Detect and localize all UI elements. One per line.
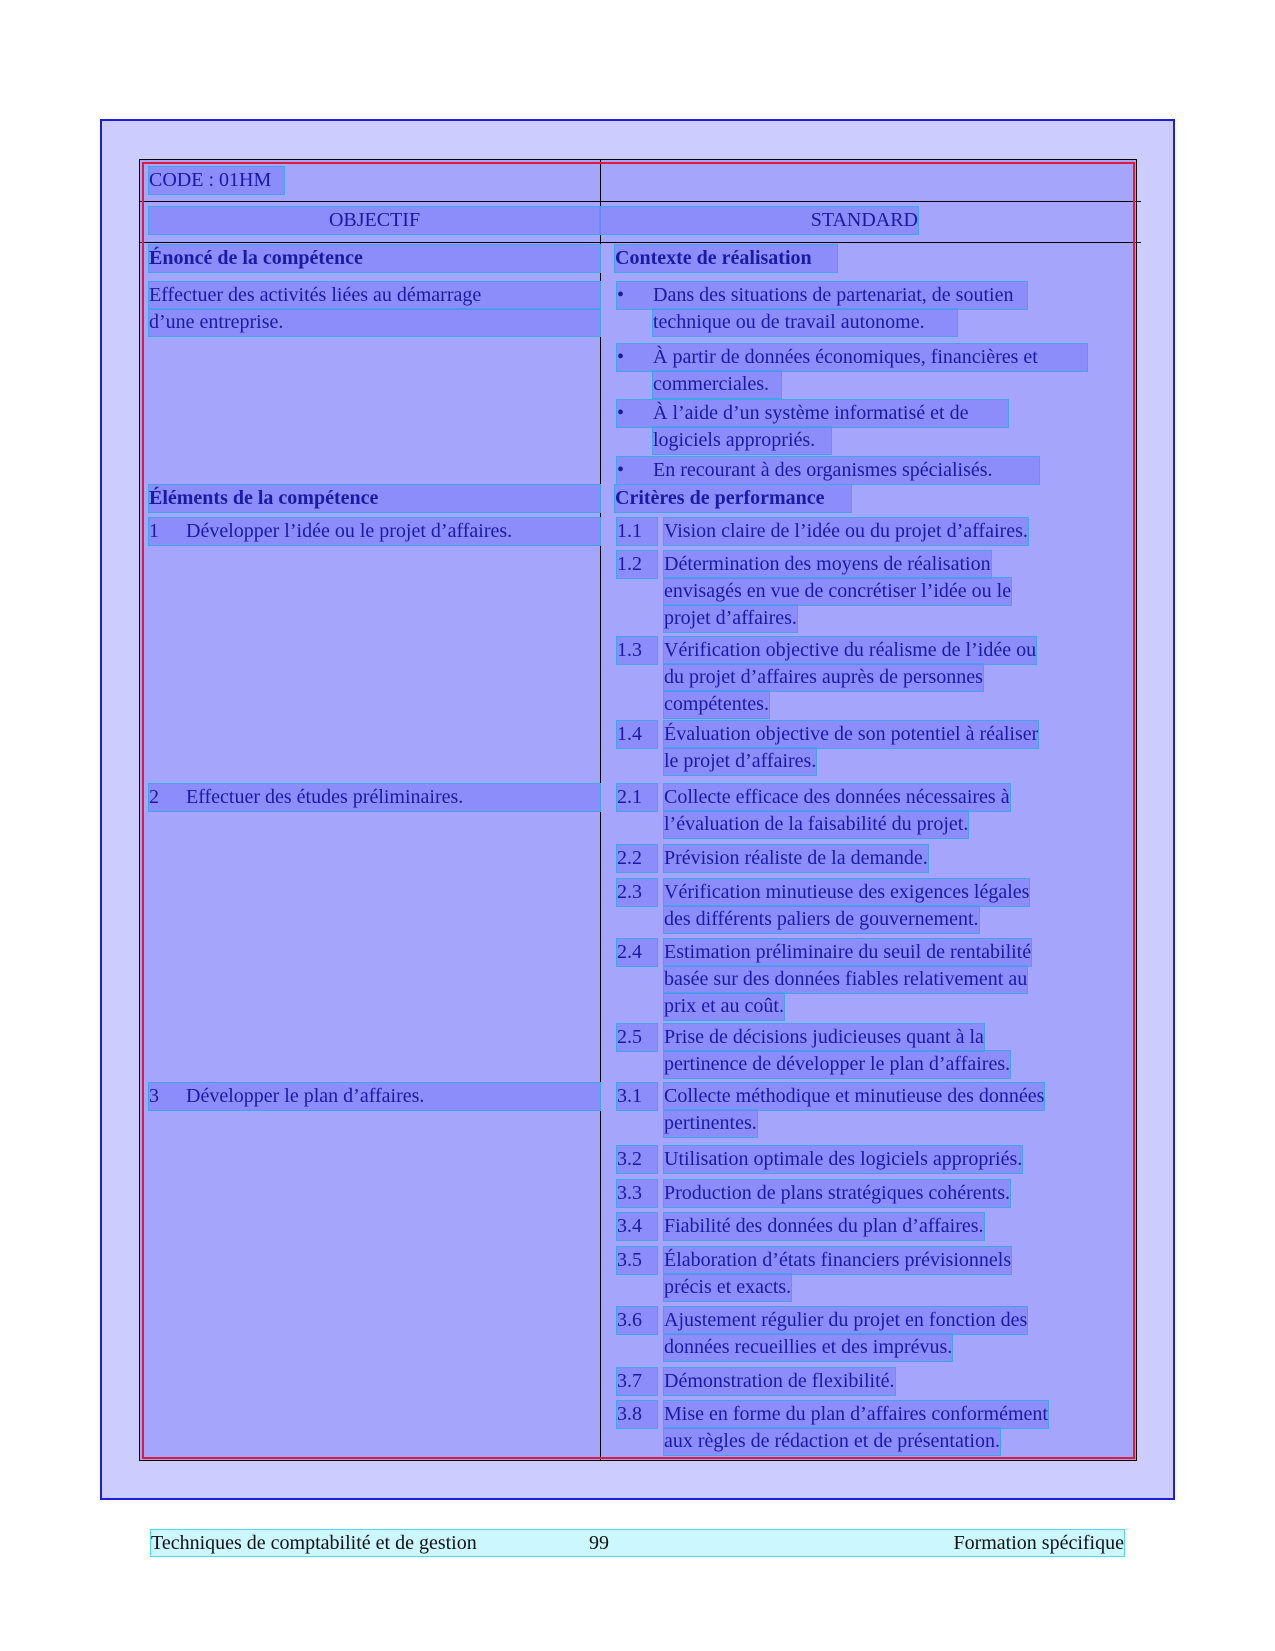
criterion-text: Collecte efficace des données nécessaires à <box>664 784 1010 811</box>
contexte-title: Contexte de réalisation <box>615 245 837 272</box>
criterion-text: envisagés en vue de concrétiser l’idée ou le <box>664 578 1011 605</box>
criterion-text: Élaboration d’états financiers prévisionnels <box>664 1247 1011 1274</box>
enonce-line-1: Effectuer des activités liées au démarrage <box>149 282 600 309</box>
criterion-text: prix et au coût. <box>664 993 784 1020</box>
bullet-icon: • <box>617 346 625 368</box>
bullet-icon: • <box>617 459 625 481</box>
criterion-number: 3.6 <box>617 1307 657 1334</box>
criterion-text: Mise en forme du plan d’affaires conformément <box>664 1401 1048 1428</box>
criterion-text: projet d’affaires. <box>664 605 797 632</box>
criterion-text: Détermination des moyens de réalisation <box>664 551 991 578</box>
criterion-number: 1.4 <box>617 721 657 748</box>
element-number: 2 <box>149 786 159 808</box>
criterion-text: pertinentes. <box>664 1110 757 1137</box>
table-divider-1 <box>139 201 1141 202</box>
criterion-text: Vision claire de l’idée ou du projet d’affaires. <box>664 518 1028 545</box>
code-label: CODE : 01HM <box>149 167 284 194</box>
criterion-text: Vérification minutieuse des exigences légales <box>664 879 1029 906</box>
bullet-icon: • <box>617 402 625 424</box>
criterion-text: Démonstration de flexibilité. <box>664 1368 895 1395</box>
criterion-number: 2.5 <box>617 1024 657 1051</box>
criterion-text: Évaluation objective de son potentiel à réaliser <box>664 721 1038 748</box>
criterion-number: 3.5 <box>617 1247 657 1274</box>
contexte-item-3-cont: logiciels appropriés. <box>653 427 831 454</box>
criterion-text: Prévision réaliste de la demande. <box>664 845 928 872</box>
enonce-line-2: d’une entreprise. <box>149 309 600 336</box>
header-standard: STANDARD <box>600 207 918 234</box>
elements-title: Éléments de la compétence <box>149 485 600 512</box>
column-divider <box>600 159 601 1461</box>
element-text: Développer l’idée ou le projet d’affaires. <box>186 520 513 542</box>
criterion-number: 3.3 <box>617 1180 657 1207</box>
criterion-number: 2.1 <box>617 784 657 811</box>
criterion-number: 1.1 <box>617 518 657 545</box>
criterion-text: du projet d’affaires auprès de personnes <box>664 664 983 691</box>
criterion-text: le projet d’affaires. <box>664 748 816 775</box>
criterion-text: Fiabilité des données du plan d’affaires. <box>664 1213 984 1240</box>
criterion-text: des différents paliers de gouvernement. <box>664 906 979 933</box>
element-2 <box>149 784 600 811</box>
element-number: 3 <box>149 1085 159 1107</box>
criterion-text: Ajustement régulier du projet en fonction des <box>664 1307 1027 1334</box>
criterion-text: Production de plans stratégiques cohérents. <box>664 1180 1010 1207</box>
enonce-title: Énoncé de la compétence <box>149 245 600 272</box>
criterion-text: Estimation préliminaire du seuil de rentabilité <box>664 939 1031 966</box>
page-footer <box>151 1530 1124 1556</box>
contexte-item-1-cont: technique ou de travail autonome. <box>653 309 957 336</box>
criterion-number: 3.8 <box>617 1401 657 1428</box>
page-number: 99 <box>589 1532 609 1554</box>
criterion-text: l’évaluation de la faisabilité du projet. <box>664 811 968 838</box>
criterion-text: Utilisation optimale des logiciels appropriés. <box>664 1146 1022 1173</box>
criterion-text: précis et exacts. <box>664 1274 791 1301</box>
contexte-item-2: • À partir de données économiques, financières et <box>617 344 1087 371</box>
criterion-text: données recueillies et des imprévus. <box>664 1334 952 1361</box>
contexte-item-2-cont: commerciales. <box>653 371 781 398</box>
criterion-text: Vérification objective du réalisme de l’idée ou <box>664 637 1036 664</box>
criterion-number: 2.3 <box>617 879 657 906</box>
criterion-number: 3.4 <box>617 1213 657 1240</box>
criterion-text: basée sur des données fiables relativement au <box>664 966 1027 993</box>
element-number: 1 <box>149 520 159 542</box>
contexte-item-3: • À l’aide d’un système informatisé et de <box>617 400 1008 427</box>
contexte-item-1: • Dans des situations de partenariat, de soutien <box>617 282 1027 309</box>
criterion-number: 2.4 <box>617 939 657 966</box>
footer-right: Formation spécifique <box>953 1532 1124 1554</box>
criterion-number: 3.1 <box>617 1083 657 1110</box>
criterion-number: 3.2 <box>617 1146 657 1173</box>
criterion-text: compétentes. <box>664 691 769 718</box>
criterion-text: Collecte méthodique et minutieuse des données <box>664 1083 1044 1110</box>
criterion-text: aux règles de rédaction et de présentation. <box>664 1428 1000 1455</box>
header-objectif: OBJECTIF <box>149 207 600 234</box>
criterion-number: 1.3 <box>617 637 657 664</box>
table-divider-2 <box>139 242 1141 243</box>
element-3 <box>149 1083 600 1110</box>
element-1 <box>149 518 600 545</box>
criterion-text: pertinence de développer le plan d’affaires. <box>664 1051 1010 1078</box>
contexte-item-4: • En recourant à des organismes spécialisés. <box>617 457 1039 484</box>
element-text: Développer le plan d’affaires. <box>186 1085 425 1107</box>
criterion-text: Prise de décisions judicieuses quant à la <box>664 1024 984 1051</box>
criterion-number: 2.2 <box>617 845 657 872</box>
criteres-title: Critères de performance <box>615 485 851 512</box>
bullet-icon: • <box>617 284 625 306</box>
footer-left: Techniques de comptabilité et de gestion <box>151 1532 477 1554</box>
element-text: Effectuer des études préliminaires. <box>186 786 464 808</box>
criterion-number: 1.2 <box>617 551 657 578</box>
criterion-number: 3.7 <box>617 1368 657 1395</box>
